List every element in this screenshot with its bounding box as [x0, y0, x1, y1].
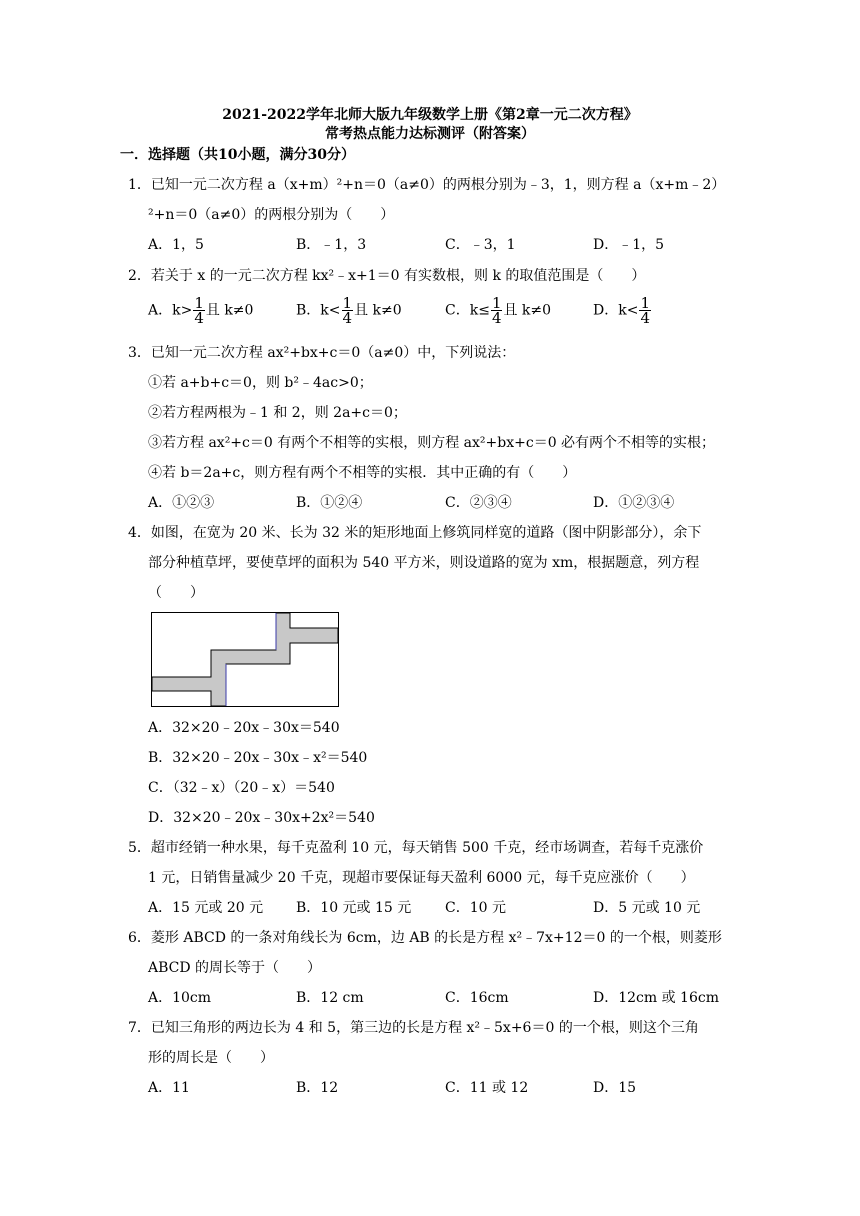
q5-option-b: B．10 元或 15 元	[296, 900, 412, 916]
q2-b-suffix: 且 k≠0	[354, 302, 402, 319]
fraction-numerator: 1	[194, 294, 204, 312]
fraction-numerator: 1	[491, 294, 502, 312]
q1-option-a: A．1，5	[148, 237, 204, 253]
q3-statement-1: ①若 a+b+c＝0，则 b²﹣4ac>0；	[148, 375, 373, 391]
section-heading: 一．选择题（共10小题，满分30分）	[120, 147, 355, 163]
q7-option-c: C．11 或 12	[445, 1080, 529, 1096]
q6-stem-line2: ABCD 的周长等于（ ）	[148, 960, 322, 976]
q2-d-prefix: D．k<	[593, 302, 639, 319]
q2-c-suffix: 且 k≠0	[503, 302, 552, 319]
fraction-denominator: 4	[194, 309, 204, 327]
q4-option-c: C．（32﹣x）（20﹣x）＝540	[148, 780, 335, 796]
q2-stem: 2．若关于 x 的一元二次方程 kx²﹣x+1＝0 有实数根，则 k 的取值范围是（ ）	[128, 268, 646, 284]
fraction-denominator: 4	[342, 309, 353, 327]
q4-stem-line1: 4．如图，在宽为 20 米、长为 32 米的矩形地面上修筑同样宽的道路（图中阴影部分），余下	[128, 525, 702, 541]
fraction	[342, 296, 354, 325]
q2-option-d	[593, 296, 652, 325]
q2-option-b	[296, 296, 402, 325]
doc-title-line1: 2021-2022学年北师大版九年级数学上册《第2章一元二次方程》	[222, 107, 638, 123]
q3-statement-3: ③若方程 ax²+c＝0 有两个不相等的实根，则方程 ax²+bx+c＝0 必有两个不相等的实根；	[148, 435, 716, 451]
q3-option-b: B．①②④	[296, 495, 363, 511]
q7-option-b: B．12	[296, 1080, 339, 1096]
fraction-denominator: 4	[491, 309, 502, 327]
q1-option-c: C．﹣3，1	[445, 237, 516, 253]
fraction	[639, 296, 651, 325]
q3-option-c: C．②③④	[445, 495, 512, 511]
q5-option-d: D．5 元或 10 元	[593, 900, 701, 916]
q2-b-prefix: B．k<	[296, 302, 341, 319]
q4-stem-line3: （ ）	[148, 585, 204, 601]
q1-stem-line1: 1．已知一元二次方程 a（x+m）²+n＝0（a≠0）的两根分别为﹣3，1，则方程 a（x+m﹣2）	[128, 177, 726, 193]
q1-option-d: D．﹣1，5	[593, 237, 665, 253]
q5-option-a: A．15 元或 20 元	[148, 900, 264, 916]
q1-option-b: B．﹣1，3	[296, 237, 367, 253]
q6-option-d: D．12cm 或 16cm	[593, 990, 719, 1006]
fraction	[491, 296, 503, 325]
q2-a-prefix: A．k>	[148, 302, 193, 319]
q4-option-d: D．32×20﹣20x﹣30x+2x²＝540	[148, 810, 375, 826]
q7-option-d: D．15	[593, 1080, 637, 1096]
q7-stem-line1: 7．已知三角形的两边长为 4 和 5，第三边的长是方程 x²﹣5x+6＝0 的一个根，则这个三角	[128, 1020, 699, 1036]
q7-stem-line2: 形的周长是（ ）	[148, 1050, 274, 1066]
q3-stem: 3．已知一元二次方程 ax²+bx+c＝0（a≠0）中，下列说法：	[128, 345, 516, 361]
q2-c-prefix: C．k≤	[445, 302, 490, 319]
fraction-numerator: 1	[640, 294, 650, 312]
q2-a-suffix: 且 k≠0	[205, 302, 254, 319]
fraction-denominator: 4	[640, 309, 650, 327]
q4-option-b: B．32×20﹣20x﹣30x﹣x²＝540	[148, 750, 368, 766]
q2-option-a	[148, 296, 253, 325]
q6-option-c: C．16cm	[445, 990, 509, 1006]
q6-option-b: B．12 cm	[296, 990, 364, 1006]
q3-statement-2: ②若方程两根为﹣1 和 2，则 2a+c＝0；	[148, 405, 407, 421]
q3-option-a: A．①②③	[148, 495, 215, 511]
q6-option-a: A．10cm	[148, 990, 212, 1006]
q5-stem-line2: 1 元，日销售量减少 20 千克，现超市要保证每天盈利 6000 元，每千克应涨价（ ）	[148, 870, 695, 886]
q5-option-c: C．10 元	[445, 900, 506, 916]
doc-title-line2: 常考热点能力达标测评（附答案）	[325, 126, 535, 142]
q1-stem-line2: ²+n＝0（a≠0）的两根分别为（ ）	[148, 207, 395, 223]
q5-stem-line1: 5．超市经销一种水果，每千克盈利 10 元，每天销售 500 千克，经市场调查，若每千克涨价	[128, 840, 704, 856]
q3-option-d: D．①②③④	[593, 495, 675, 511]
q4-stem-line2: 部分种植草坪，要使草坪的面积为 540 平方米，则设道路的宽为 xm，根据题意，列方程	[148, 555, 700, 571]
q7-option-a: A．11	[148, 1080, 190, 1096]
q6-stem-line1: 6．菱形 ABCD 的一条对角线长为 6cm，边 AB 的长是方程 x²﹣7x+12＝0 的一个根，则菱形	[128, 930, 722, 946]
q2-option-c	[445, 296, 551, 325]
q4-option-a: A．32×20﹣20x﹣30x＝540	[148, 720, 340, 736]
road-figure	[151, 612, 339, 707]
fraction	[193, 296, 205, 325]
q3-statement-4: ④若 b＝2a+c，则方程有两个不相等的实根．其中正确的有（ ）	[148, 465, 577, 481]
fraction-numerator: 1	[342, 294, 353, 312]
